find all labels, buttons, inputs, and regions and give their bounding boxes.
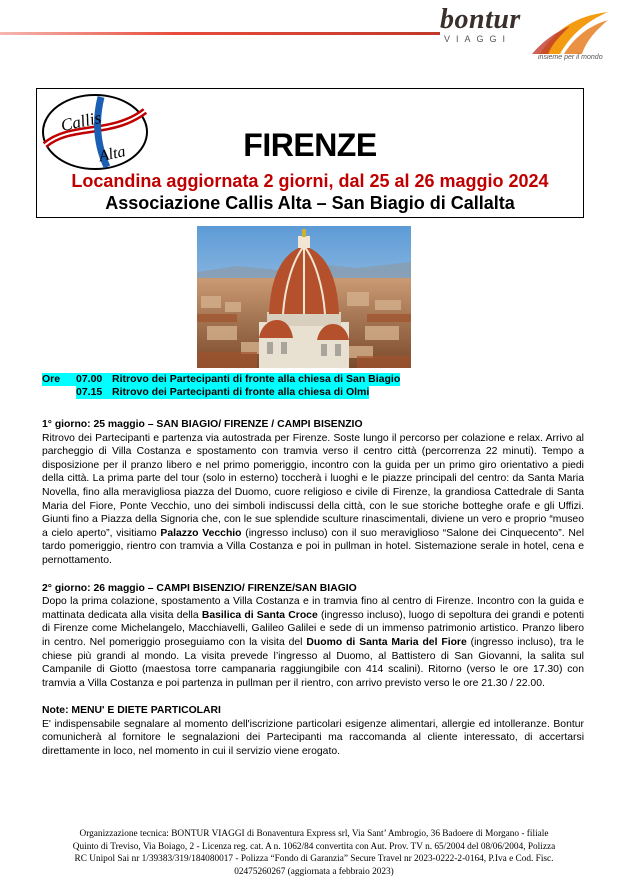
- day1-text-a: Ritrovo dei Partecipanti e partenza via autostrada per Firenze. Soste lungo il percorso per colazione e relax. Arrivo al parcheggio di Villa Costanza e spostamento con tramvia verso il centro città (percorrenza 22 minuti). Tempo a disposizione per il pranzo libero e nel primo pomeriggio, incontro con la guida per un primo giro orientativo a piedi della città. La prima parte del tour (solo in esterno) toccherà i luoghi e le piazze principali del centro: da Santa Maria Novella, fino alla meravigliosa piazza del Duomo, cuore religioso e civile di Firenze, la grandiosa Cattedrale di Santa Maria del Fiore, Ponte Vecchio, uno dei simboli indiscussi della città, con le sue storiche botteghe orafe e gli Uffizi. Giunti fino a Piazza della Signoria che, con le sue splendide sculture rinascimentali, diviene un vero e proprio “museo a cielo aperto”, visitiamo: [42, 432, 584, 539]
- schedule-prefix: Ore: [42, 373, 76, 386]
- schedule-text: Ritrovo dei Partecipanti di fronte alla chiesa di Olmi: [112, 386, 370, 398]
- top-banner: [0, 0, 623, 80]
- brand-name: bontur: [440, 4, 521, 35]
- day1-description: [42, 432, 584, 568]
- schedule-row: [42, 386, 400, 399]
- red-divider-line: [0, 32, 440, 35]
- note-text: E' indispensabile segnalare al momento dell'iscrizione particolari esigenze alimentari, allergie ed intolleranze. Bontur comunicherà al fornitore le segnalazioni dei Partecipanti ma raccomanda al cliente interessato, di accertarsi direttamente in loco, nel momento in cui il servizio viene erogato.: [42, 718, 584, 758]
- brand-tagline: insieme per il mondo: [538, 54, 603, 61]
- day2-description: [42, 595, 584, 690]
- day2-bold-duomo: Duomo di Santa Maria del Fiore: [306, 636, 467, 648]
- day1-bold-palazzo-vecchio: Palazzo Vecchio: [160, 527, 242, 539]
- bontur-logo: [440, 2, 615, 68]
- footer-line: RC Unipol Sai nr 1/39383/319/184080017 - Polizza “Fondo di Garanzia” Secure Travel nr 2023-0222-2-0164, P.Iva e Cod. Fisc.: [74, 854, 554, 864]
- header-box: [36, 88, 584, 218]
- logo-word-callis: Callis: [59, 107, 103, 135]
- subtitle: Locandina aggiornata 2 giorni, dal 25 al 26 maggio 2024: [71, 171, 549, 191]
- footer-line: 02475260267 (aggiornata a febbraio 2023): [234, 866, 394, 877]
- schedule-time: 07.00: [76, 373, 112, 386]
- day2-text-c: (ingresso incluso), tra le chiese più grandi al mondo. La visita prevede l’ingresso al Duomo, al Battistero di San Giovanni, la salita sul Campanile di Giotto (maestosa torre campanaria raggiungibile con 414 scalini). Ritorno (verso le ore 17.30) con tramvia a Villa Costanza e poi partenza in pullman per il rientro, con arrivo previsto verso le ore 21.30 / 22.00.: [42, 636, 585, 689]
- day2-bold-santa-croce: Basilica di Santa Croce: [201, 609, 318, 621]
- note-title: Note: MENU' E DIETE PARTICOLARI: [42, 705, 221, 717]
- day1-text-b: (ingresso incluso) con il suo meraviglioso “Salone dei Cinquecento”. Nel tardo pomeriggio, rientro con tramvia a Villa Costanza e poi in pullman in hotel. Sistemazione serale in hotel, cena e pernottamento.: [42, 527, 584, 566]
- day2-title: 2° giorno: 26 maggio – CAMPI BISENZIO/ FIRENZE/SAN BIAGIO: [42, 582, 357, 594]
- schedule-row: [42, 373, 400, 386]
- schedule-text: Ritrovo dei Partecipanti di fronte alla chiesa di San Biagio: [112, 373, 401, 385]
- footer-line: Quinto di Treviso, Via Boiago, 2 - Licenza reg. cat. A n. 1062/84 convertita con Aut. Prov. TV n. 65/2004 del 08/06/2004, Polizza: [72, 841, 556, 852]
- logo-word-alta: Alta: [97, 143, 128, 166]
- day2-text-a: Dopo la prima colazione, spostamento a Villa Costanza e in tramvia fino al centro di Firenze. Incontro con la guida e mattinata dedicata alla visita della: [42, 596, 584, 621]
- day2-text-b: (ingresso incluso), luogo di sepoltura dei grandi e potenti di Firenze come Michelangelo, Macchiavelli, Galileo Galilei e sede di un immenso patrimonio artistico. Pranzo libero in centro. Nel pomeriggio proseguiamo con la visita del: [42, 609, 585, 648]
- day1-title: 1° giorno: 25 maggio – SAN BIAGIO/ FIRENZE / CAMPI BISENZIO: [42, 419, 363, 430]
- footer-legal: [36, 828, 592, 878]
- florence-duomo-photo: [197, 226, 411, 368]
- page-title: FIRENZE: [243, 127, 377, 163]
- footer-line: Organizzazione tecnica: BONTUR VIAGGI di Bonaventura Express srl, Via Sant’ Ambrogio, 36 Badoere di Morgano - filiale: [79, 829, 549, 839]
- association: Associazione Callis Alta – San Biagio di Callalta: [105, 193, 515, 213]
- schedule-time: 07.15: [76, 386, 112, 399]
- brand-sub: VIAGGI: [444, 34, 512, 44]
- duomo-photo-icon: [197, 226, 411, 368]
- meeting-schedule: [42, 373, 400, 399]
- itinerary-content: [42, 418, 584, 773]
- bontur-swoosh-icon: [530, 10, 610, 56]
